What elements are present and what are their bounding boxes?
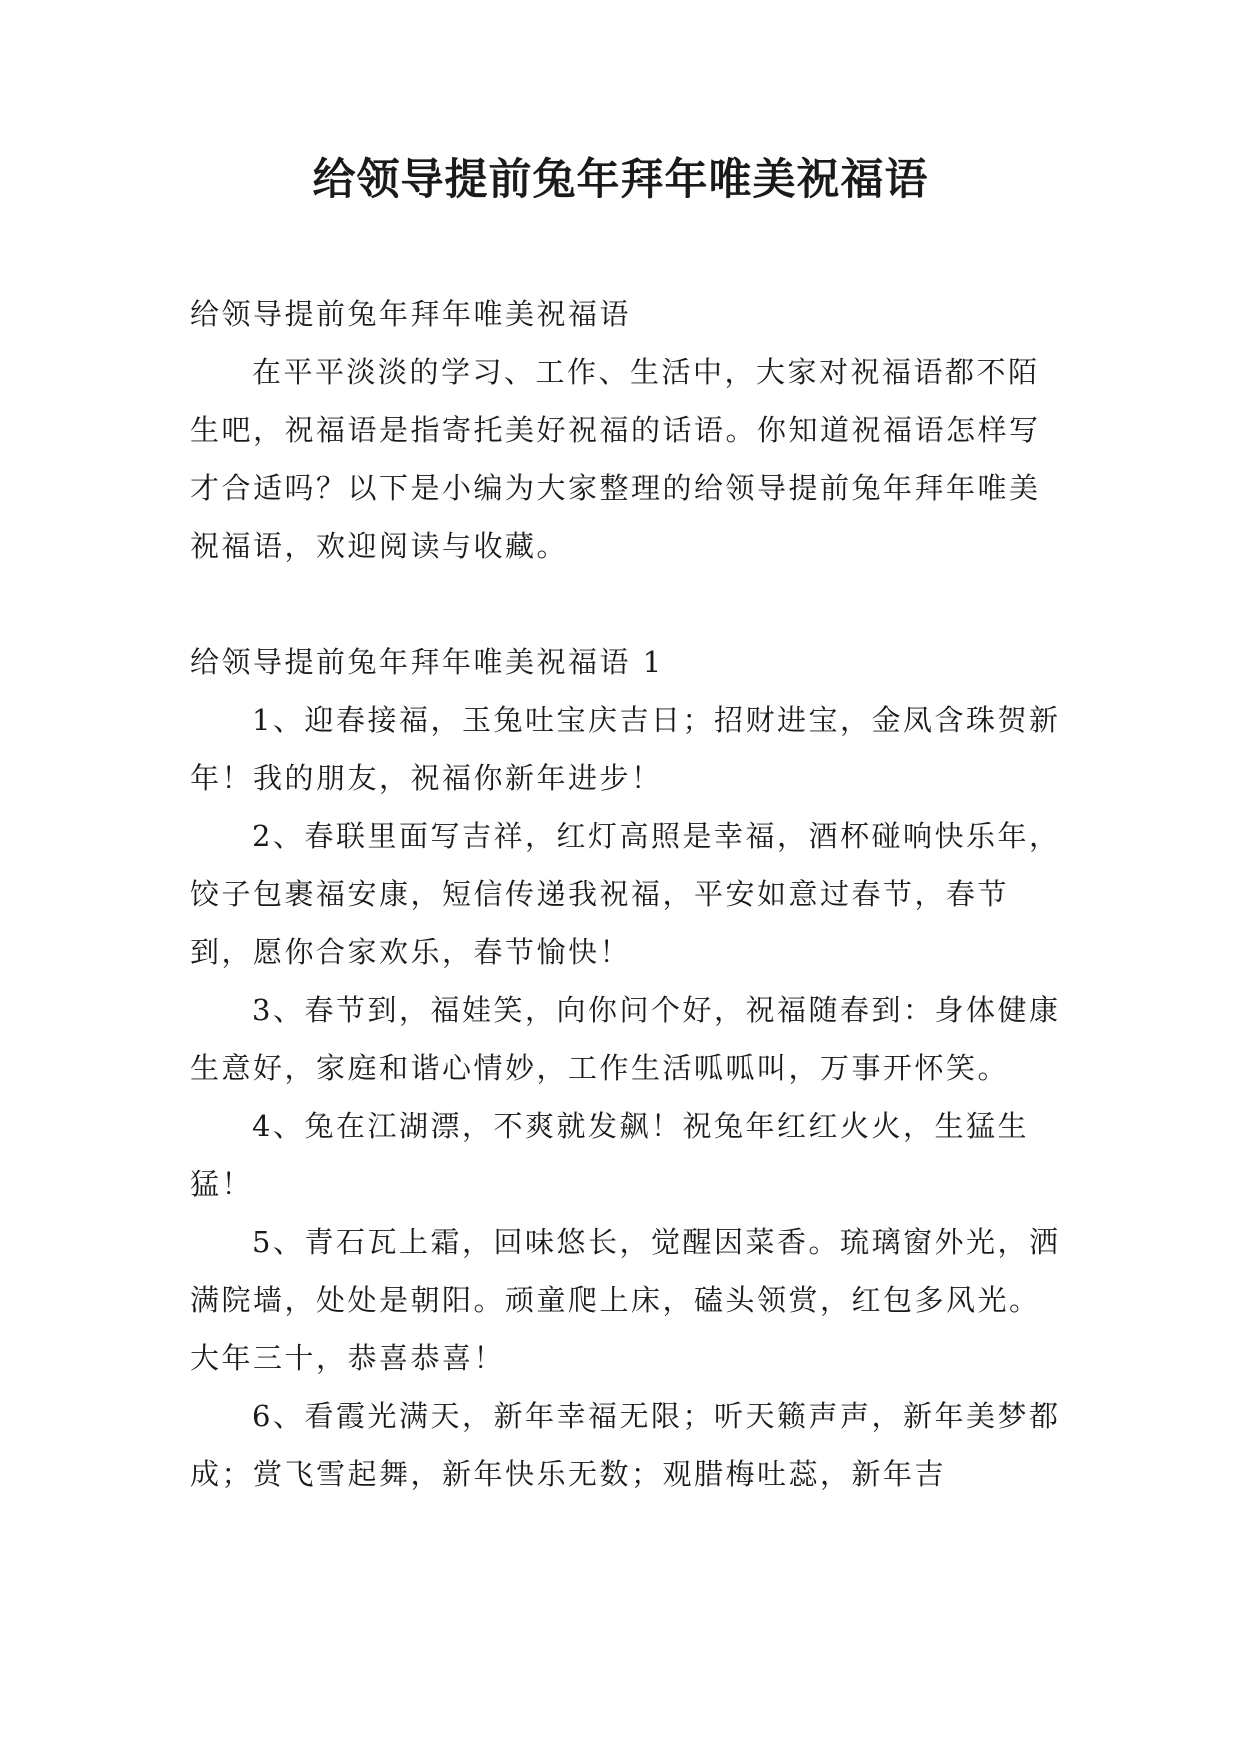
- document-body: [190, 285, 1070, 1503]
- section-spacer: [190, 575, 1070, 633]
- blessing-item-2: 2、春联里面写吉祥，红灯高照是幸福，酒杯碰响快乐年，饺子包裹福安康，短信传递我祝福，平安如意过春节，春节到，愿你合家欢乐，春节愉快！: [190, 819, 1061, 969]
- blessing-item-1: 1、迎春接福，玉兔吐宝庆吉日；招财进宝，金凤含珠贺新年！我的朋友，祝福你新年进步！: [190, 703, 1061, 795]
- document-title: 给领导提前兔年拜年唯美祝福语: [312, 155, 929, 205]
- blessing-item-6: 6、看霞光满天，新年幸福无限；听天籁声声，新年美梦都成；赏飞雪起舞，新年快乐无数；观腊梅吐蕊，新年吉: [190, 1399, 1061, 1491]
- intro-paragraph: 在平平淡淡的学习、工作、生活中，大家对祝福语都不陌生吧，祝福语是指寄托美好祝福的话语。你知道祝福语怎样写才合适吗？以下是小编为大家整理的给领导提前兔年拜年唯美祝福语，欢迎阅读与收藏。: [190, 355, 1041, 563]
- blessing-item-5: 5、青石瓦上霜，回味悠长，觉醒因菜香。琉璃窗外光，洒满院墙，处处是朝阳。顽童爬上床，磕头领赏，红包多风光。大年三十，恭喜恭喜！: [190, 1225, 1061, 1375]
- blessing-item-3: 3、春节到，福娃笑，向你问个好，祝福随春到：身体健康生意好，家庭和谐心情妙，工作生活呱呱叫，万事开怀笑。: [190, 993, 1061, 1085]
- section-heading: 给领导提前兔年拜年唯美祝福语 1: [190, 645, 664, 679]
- intro-heading: 给领导提前兔年拜年唯美祝福语: [190, 297, 632, 331]
- blessing-item-4: 4、兔在江湖漂，不爽就发飙！祝兔年红红火火，生猛生猛！: [190, 1109, 1029, 1201]
